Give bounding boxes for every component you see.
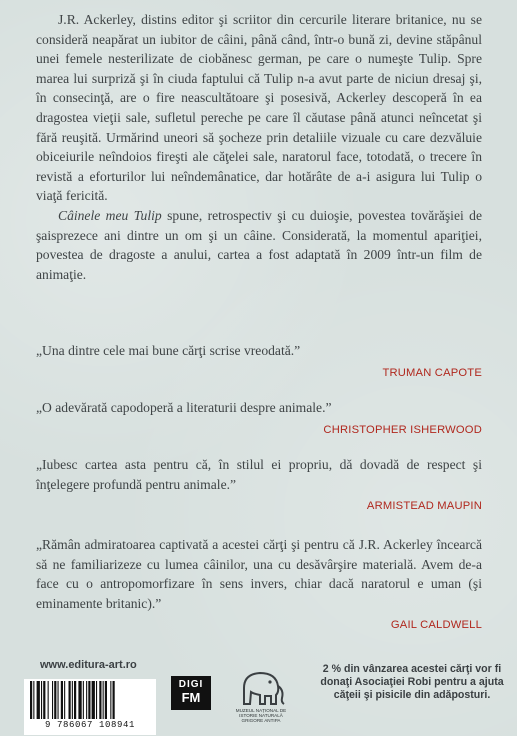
book-title: Câinele meu Tulip [58, 207, 162, 223]
quote-block [36, 341, 482, 379]
quote-text: „Una dintre cele mai bune cărţi scrise vreodată.” [36, 343, 301, 358]
quote-author: ARMISTEAD MAUPIN [366, 500, 482, 513]
quote-block [36, 398, 482, 436]
quote-text: „Rămân admiratoarea captivată a acestei cărţi şi pentru că J.R. Ackerley încearcă să ne familiarizeze cu lumea câinilor, una cu desăvârşire materială. Avem de-a face cu o antropomorfizare în sens invers, chiar dacă naratorul e uman (şi eminamente britanic).” [36, 537, 482, 611]
publisher-url[interactable]: www.editura-art.ro [40, 659, 137, 671]
barcode-number: 9 786067 108941 [44, 720, 135, 730]
description-paragraph-1: J.R. Ackerley, distins editor şi scriitor din cercurile literare britanice, nu se consideră neapărat un iubitor de câini, până când, într-o bună zi, devine stăpânul unei femele nesterilizate de ciobănesc german, pe care o numeşte Tulip. Spre marea lui surpriză şi în ciuda faptului că Tulip n-a avut parte de niciun dresaj şi, în consecinţă, are o fire neascultătoare şi posesivă, Ackerley descoperă în ea dragostea vieţii sale, sufletul pereche pe care îl căutase până atunci neîncetat şi fără reuşită. Urmărind uneori să şocheze prin detaliile vizuale cu care dezvăluie obiceiurile neîndoios fireşti ale căţelei sale, naratorul face, totodată, o trecere în revistă a eforturilor lui neîndemânatice, dar hotărâte de a-i asigura lui Tulip o viaţă fericită. [36, 12, 482, 204]
book-description [36, 10, 482, 284]
isbn-barcode [24, 679, 156, 735]
museum-logo [232, 668, 290, 734]
donation-note: 2 % din vânzarea acestei cărţi vor fi donaţi Asociaţiei Robi pentru a ajuta căţeii şi pisicile din adăposturi. [320, 663, 504, 702]
description-paragraph-2 [36, 206, 482, 284]
digi-fm-logo [171, 676, 211, 710]
quote-author: CHRISTOPHER ISHERWOOD [323, 423, 482, 436]
quote-author: GAIL CALDWELL [390, 619, 482, 632]
digi-logo-line2: FM [181, 690, 201, 705]
quote-block [36, 455, 482, 512]
quote-block [36, 535, 482, 631]
mammoth-icon [232, 668, 290, 708]
quote-author: TRUMAN CAPOTE [382, 366, 482, 379]
quote-text: „Iubesc cartea asta pentru că, în stilul ei propriu, dă dovadă de respect şi înţelegere profundă pentru animale.” [36, 457, 482, 492]
museum-name: MUZEUL NAȚIONAL DE ISTORIE NATURALĂ GRIGORE ANTIPA [235, 708, 287, 724]
barcode-icon [28, 681, 152, 719]
description-paragraph-2-text: spune, retrospectiv şi cu duioşie, povestea tovărăşiei de şaisprezece ani dintre un om şi un câine. Considerată, la momentul apariţiei, povestea de dragoste a anului, cartea a fost adaptată în 2009 într-un film de animaţie. [36, 207, 483, 282]
digi-logo-line1: DIGI [178, 679, 204, 690]
quote-text: „O adevărată capodoperă a literaturii despre animale.” [36, 400, 332, 415]
